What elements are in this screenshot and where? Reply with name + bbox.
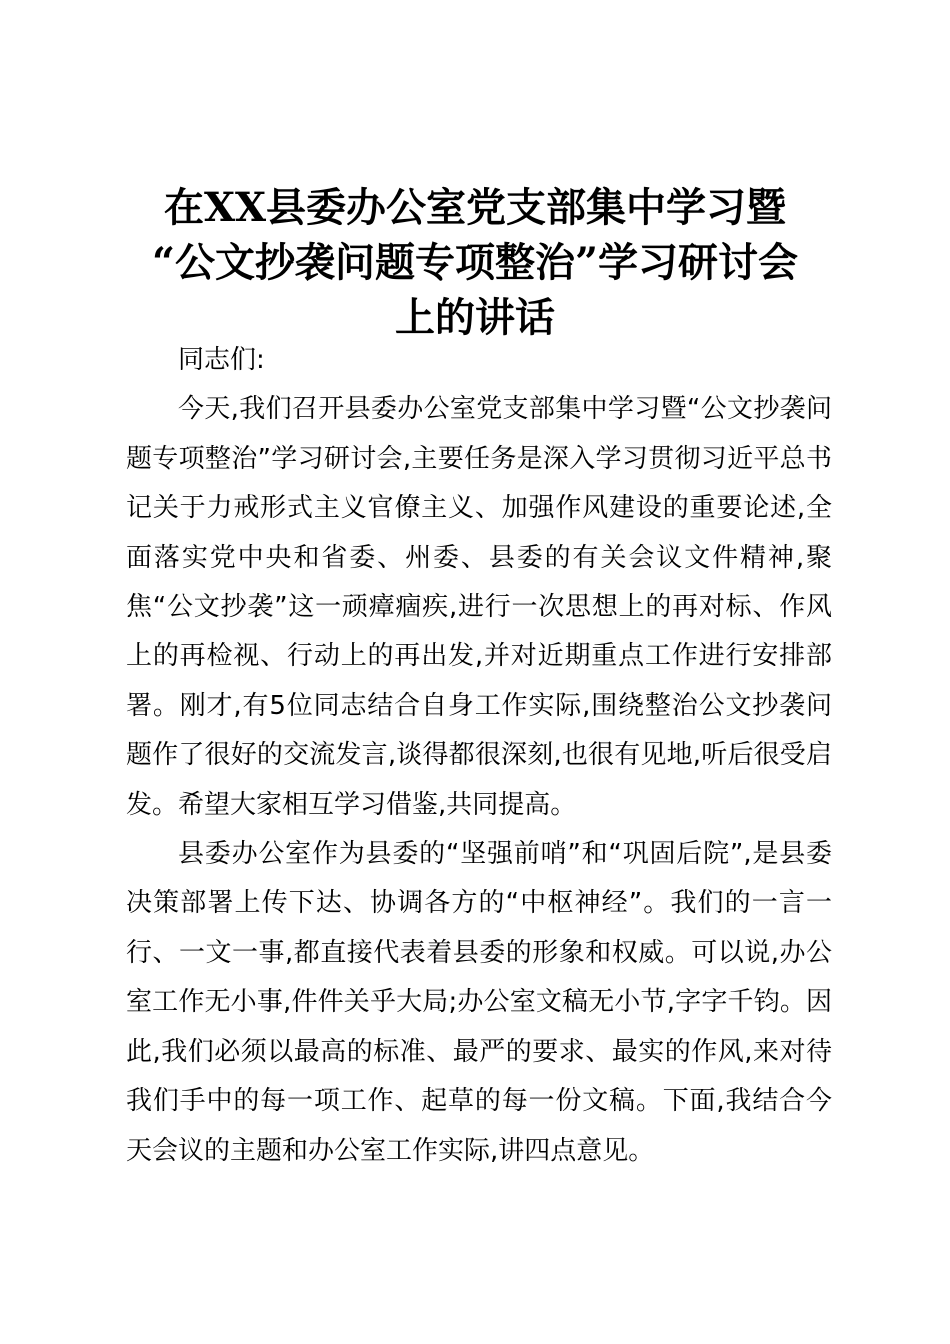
paragraph-2: 县委办公室作为县委的“坚强前哨”和“巩固后院”,是县委决策部署上传下达、协调各方的“中枢神经”。我们的一言一行、一文一事,都直接代表着县委的形象和权威。可以说,办公室工作无小事,件件关乎大局;办公室文稿无小节,字字千钧。因此,我们必须以最高的标准、最严的要求、最实的作风,来对待我们手中的每一项工作、起草的每一份文稿。下面,我结合今天会议的主题和办公室工作实际,讲四点意见。: [126, 839, 832, 1166]
salutation: 同志们:: [178, 345, 265, 375]
document-body: [126, 336, 832, 1176]
paragraph-1: 今天,我们召开县委办公室党支部集中学习暨“公文抄袭问题专项整治”学习研讨会,主要任务是深入学习贯彻习近平总书记关于力戒形式主义官僚主义、加强作风建设的重要论述,全面落实党中央和省委、州委、县委的有关会议文件精神,聚焦“公文抄袭”这一顽瘴痼疾,进行一次思想上的再对标、作风上的再检视、行动上的再出发,并对近期重点工作进行安排部署。刚才,有5位同志结合自身工作实际,围绕整治公文抄袭问题作了很好的交流发言,谈得都很深刻,也很有见地,听后很受启发。希望大家相互学习借鉴,共同提高。: [126, 394, 832, 820]
title-line-3: 上的讲话: [395, 294, 555, 341]
title-line-2: “公文抄袭问题专项整治”学习研讨会: [151, 239, 798, 286]
title-line-1: 在XX县委办公室党支部集中学习暨: [163, 184, 787, 231]
document-title: [110, 180, 840, 345]
